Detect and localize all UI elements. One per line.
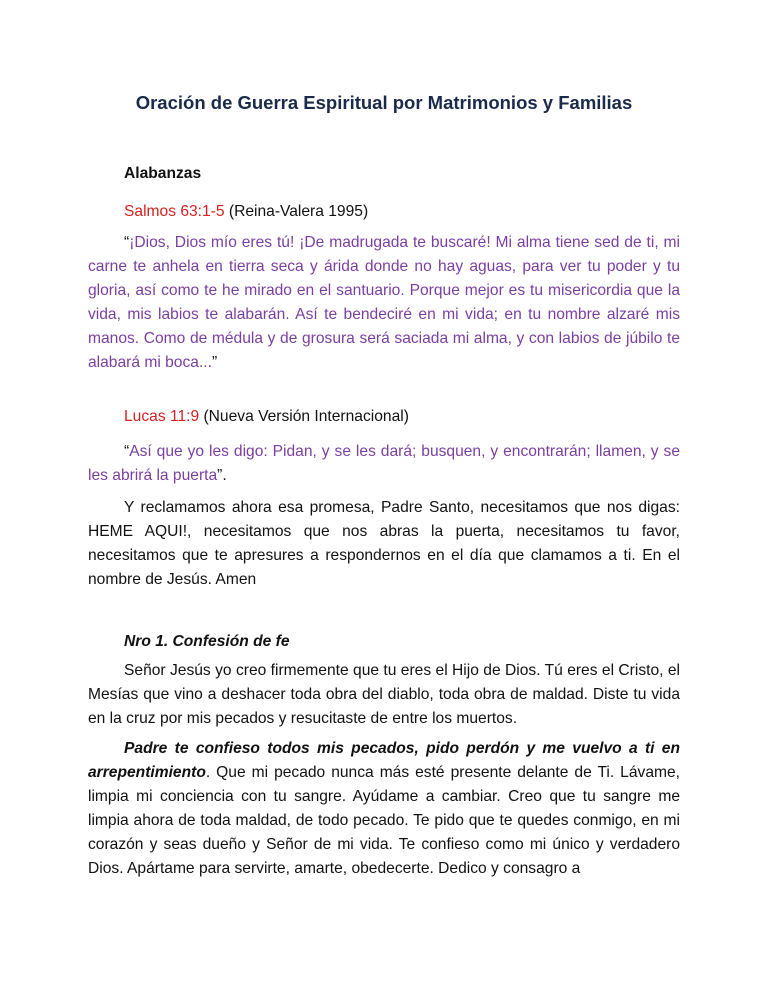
- open-quote: “: [124, 443, 130, 460]
- section-heading-confesion: Nro 1. Confesión de fe: [124, 633, 290, 650]
- close-quote: ”: [211, 354, 218, 371]
- reclamo-paragraph: Y reclamamos ahora esa promesa, Padre Santo, necesitamos que nos digas: HEME AQUI!, necesitamos que nos abras la puerta, necesitamos tu favor, necesitamos que te apresures a respondernos en el día que clamamos a ti. En el nombre de Jesús. Amen: [88, 499, 680, 588]
- salmos-version: (Reina-Valera 1995): [224, 203, 369, 220]
- lucas-version: (Nueva Versión Internacional): [199, 408, 409, 425]
- salmos-reference: Salmos 63:1-5: [124, 203, 225, 220]
- confesion-emphasis: Padre te confieso todos mis pecados, pido perdón y me vuelvo a ti en arrepentimiento: [88, 740, 680, 781]
- open-quote: “: [124, 234, 130, 251]
- page-title: Oración de Guerra Espiritual por Matrimonios y Familias: [135, 92, 633, 113]
- salmos-quote-paragraph: [88, 231, 680, 375]
- confesion-paragraph-2: [88, 737, 680, 881]
- confesion-rest: . Que mi pecado nunca más esté presente delante de Ti. Lávame, limpia mi conciencia con tu sangre. Ayúdame a cambiar. Creo que tu sangre me limpia ahora de toda maldad, de todo pecado. Te pido que te quedes conmigo, en mi corazón y seas dueño y Señor de mi vida. Te confieso como mi único y verdadero Dios. Apártame para servirte, amarte, obedecerte. Dedico y consagro a: [88, 764, 680, 877]
- salmos-quote-text: ¡Dios, Dios mío eres tú! ¡De madrugada te buscaré! Mi alma tiene sed de ti, mi carne te anhela en tierra seca y árida donde no hay aguas, para ver tu poder y tu gloria, así como te he mirado en el santuario. Porque mejor es tu misericordia que la vida, mis labios te alabarán. Así te bendeciré en mi vida; en tu nombre alzaré mis manos. Como de médula y de grosura será saciada mi alma, y con labios de júbilo te alabará mi boca...: [88, 234, 680, 371]
- lucas-reference-line: [124, 405, 409, 429]
- close-quote: ”.: [217, 467, 227, 484]
- section-heading-alabanzas: Alabanzas: [124, 165, 202, 182]
- salmos-reference-line: [124, 200, 368, 224]
- confesion-paragraph-1: Señor Jesús yo creo firmemente que tu eres el Hijo de Dios. Tú eres el Cristo, el Mesías que vino a deshacer toda obra del diablo, toda obra de maldad. Diste tu vida en la cruz por mis pecados y resucitaste de entre los muertos.: [88, 662, 680, 727]
- lucas-reference: Lucas 11:9: [124, 408, 200, 425]
- lucas-quote-text: Así que yo les digo: Pidan, y se les dará; busquen, y encontrarán; llamen, y se les abrirá la puerta: [88, 443, 680, 484]
- lucas-quote-paragraph: [88, 440, 680, 488]
